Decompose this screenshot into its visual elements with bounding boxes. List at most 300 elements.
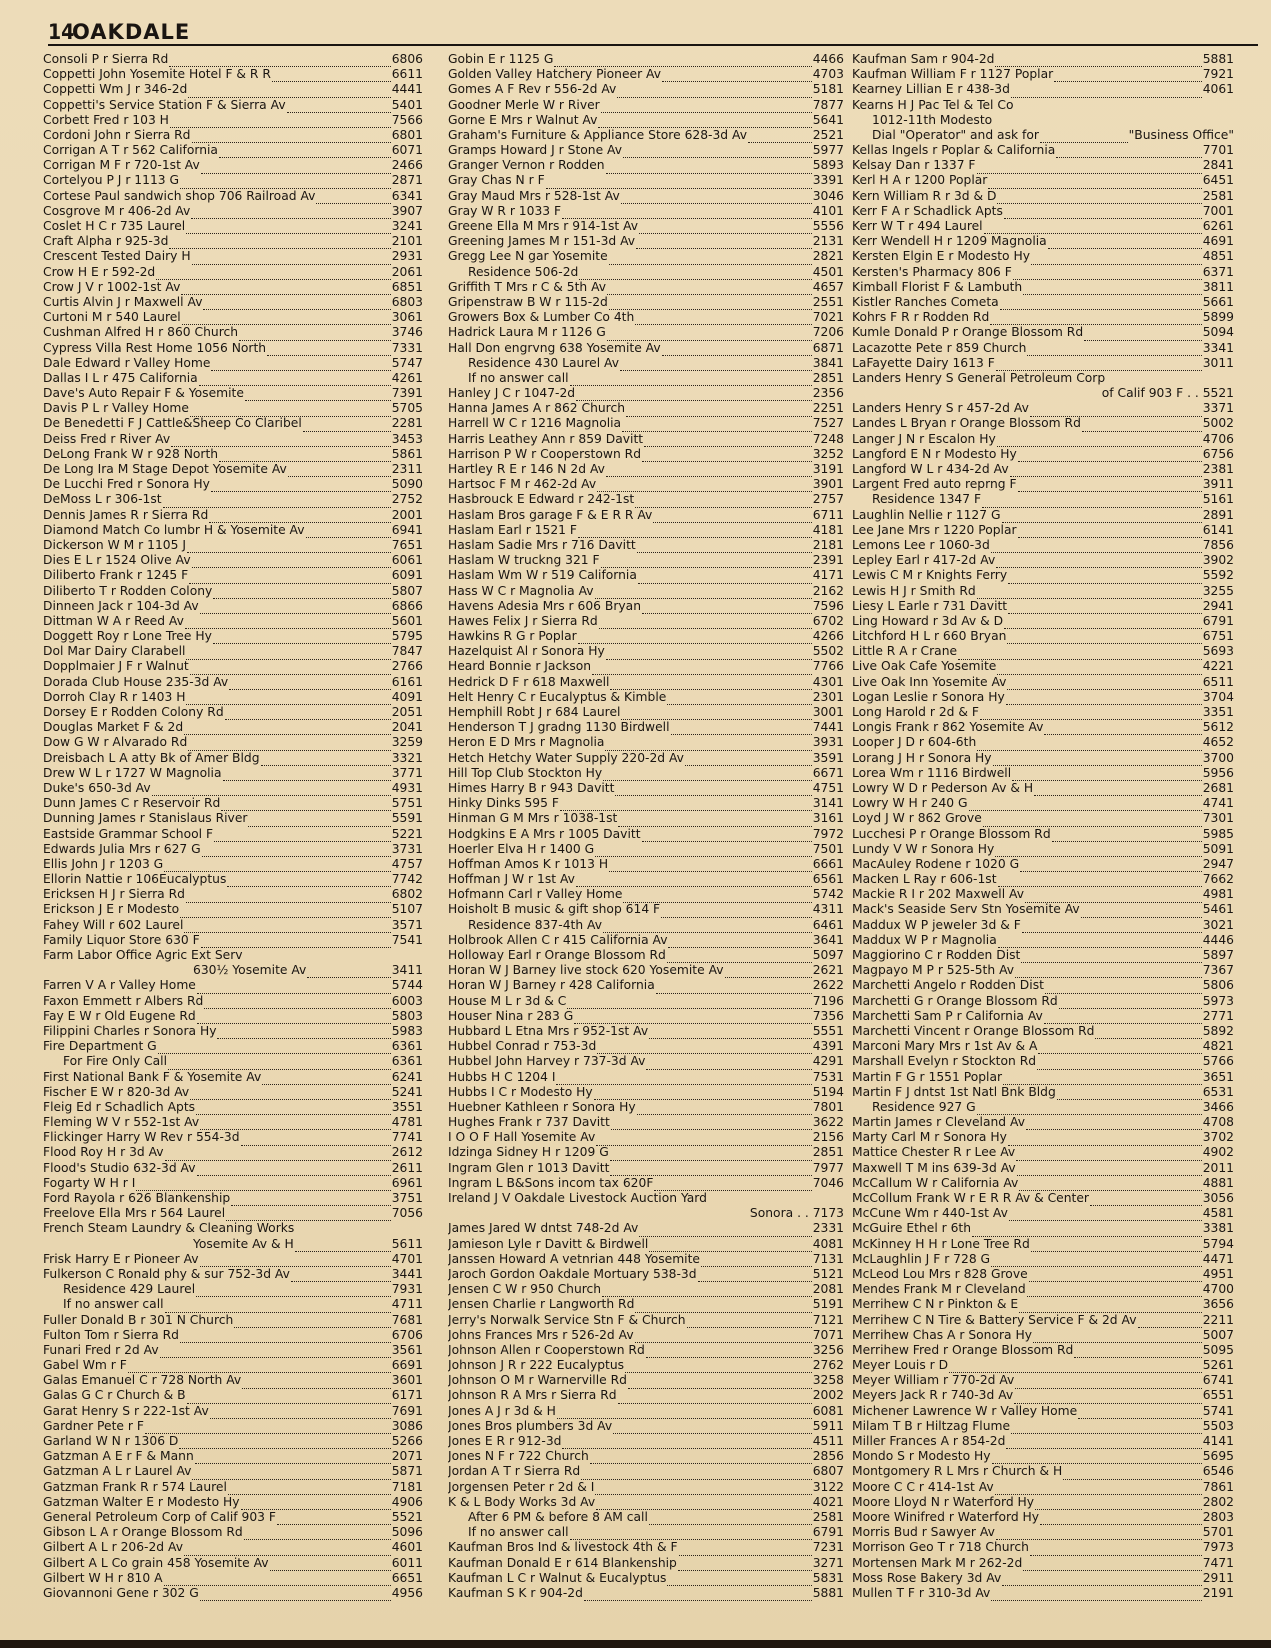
dot-leader — [607, 284, 812, 295]
dot-leader — [991, 542, 1202, 553]
dot-leader — [197, 983, 391, 994]
dot-leader — [307, 967, 390, 978]
listing-phone: 3341 — [1202, 340, 1234, 355]
dot-leader — [988, 178, 1201, 189]
listing-phone: 7471 — [1202, 1555, 1234, 1570]
listing-name: Freelove Ella Mrs r 564 Laurel — [43, 1206, 226, 1221]
listing-phone: 4581 — [1202, 1206, 1234, 1221]
listing-entry — [448, 994, 844, 1009]
dot-leader — [977, 740, 1201, 751]
listing-phone: 3453 — [391, 431, 423, 446]
listing-entry — [448, 1389, 844, 1404]
listing-entry — [43, 1146, 423, 1161]
listing-phone: 4446 — [1202, 932, 1234, 947]
dot-leader — [213, 633, 391, 644]
listing-entry — [43, 903, 423, 918]
listing-name: Ford Rayola r 626 Blankenship — [43, 1191, 231, 1206]
dot-leader — [180, 907, 391, 918]
listing-entry — [852, 872, 1234, 887]
listing-entry — [448, 842, 844, 857]
listing-phone: 4021 — [812, 1494, 844, 1509]
listing-entry — [852, 477, 1234, 492]
listing-name: Heron E D Mrs r Magnolia — [448, 735, 605, 750]
dot-leader — [1027, 1286, 1202, 1297]
listing-entry — [448, 1480, 844, 1495]
listing-name: Deiss Fred r River Av — [43, 431, 171, 446]
listing-phone: 4081 — [812, 1236, 844, 1251]
listing-phone: 5095 — [1202, 1342, 1234, 1357]
dot-leader — [996, 360, 1202, 371]
listing-phone: 5401 — [391, 97, 423, 112]
listing-phone: 6071 — [391, 143, 423, 158]
listing-name: Morris Bud r Sawyer Av — [852, 1525, 995, 1540]
listing-name: Jones E R r 912-3d — [448, 1434, 562, 1449]
listing-phone: 5881 — [812, 1585, 844, 1600]
listing-entry — [448, 796, 844, 811]
listing-phone: 3571 — [391, 917, 423, 932]
dot-leader — [621, 709, 811, 720]
listing-entry — [43, 872, 423, 887]
listing-name: Marshall Evelyn r Stockton Rd — [852, 1054, 1037, 1069]
listing-continuation: of Calif 903 F . . 5521 — [1101, 386, 1234, 401]
listing-name: Hall Don engrvng 638 Yosemite Av — [448, 340, 661, 355]
listing-name: Gobin E r 1125 G — [448, 52, 554, 66]
listing-phone: 2002 — [812, 1388, 844, 1403]
listing-phone: 4181 — [812, 522, 844, 537]
listing-name: Hartsoc F M r 462-2d Av — [448, 477, 597, 492]
dot-leader — [687, 1317, 812, 1328]
listing-entry — [852, 1115, 1234, 1130]
listing-phone: 2622 — [812, 978, 844, 993]
dot-leader — [579, 269, 811, 280]
dot-leader — [170, 117, 391, 128]
dot-leader — [1010, 466, 1202, 477]
listing-phone: 5807 — [391, 583, 423, 598]
listing-name: Faxon Emmett r Albers Rd — [43, 993, 204, 1008]
dot-leader — [214, 831, 391, 842]
listing-entry — [43, 842, 423, 857]
listing-phone: 6011 — [391, 1555, 423, 1570]
dot-leader — [653, 512, 811, 523]
listing-name: Meyer William r 770-2d Av — [852, 1373, 1015, 1388]
listing-phone: 3901 — [812, 477, 844, 492]
listing-name: Langford E N r Modesto Hy — [852, 446, 1017, 461]
listing-entry — [43, 1556, 423, 1571]
listing-entry — [852, 796, 1234, 811]
dot-leader — [316, 193, 390, 204]
listing-name: Kerr F A r Schadlick Apts — [852, 203, 1003, 218]
listing-name: Hartley R E r 146 N 2d Av — [448, 462, 605, 477]
dot-leader — [267, 345, 391, 356]
dot-leader — [152, 785, 391, 796]
listing-entry — [448, 1343, 844, 1358]
listing-entry — [448, 249, 844, 264]
listing-phone: 6551 — [1202, 1388, 1234, 1403]
listing-entry — [43, 174, 423, 189]
dot-leader — [649, 1241, 811, 1252]
listing-name: Hanna James A r 862 Church — [448, 401, 626, 416]
listing-phone: 5641 — [812, 112, 844, 127]
listing-phone: 5161 — [1202, 492, 1234, 507]
listing-phone: 7541 — [391, 932, 423, 947]
listing-entry — [448, 1024, 844, 1039]
listing-entry — [448, 629, 844, 644]
listing-name: Martin F J dntst 1st Natl Bnk Bldg — [852, 1084, 1056, 1099]
listing-entry — [43, 386, 423, 401]
listing-name: Galas G C r Church & B — [43, 1388, 186, 1403]
listing-entry — [852, 1191, 1234, 1206]
listing-name: Harrison P W r Cooperstown Rd — [448, 446, 642, 461]
listing-entry — [43, 735, 423, 750]
dot-leader — [306, 527, 391, 538]
listing-entry — [852, 827, 1234, 842]
listing-phone: 3746 — [391, 325, 423, 340]
dot-leader — [239, 330, 391, 341]
dot-leader — [184, 724, 391, 735]
listing-phone: 3591 — [812, 750, 844, 765]
dot-leader — [596, 1499, 812, 1510]
listing-name: Holloway Earl r Orange Blossom Rd — [448, 948, 666, 963]
listing-name: Dial "Operator" and ask for — [872, 127, 1039, 142]
listing-phone: 7196 — [812, 993, 844, 1008]
dot-leader — [748, 132, 812, 143]
listing-name: Gripenstraw B W r 115-2d — [448, 295, 608, 309]
listing-name: Curtis Alvin J r Maxwell Av — [43, 295, 203, 309]
dot-leader — [595, 588, 812, 599]
listing-name: Magpayo M P r 525-5th Av — [852, 963, 1015, 978]
listing-entry — [852, 1343, 1234, 1358]
dot-leader — [613, 1423, 812, 1434]
listing-phone: 6756 — [1202, 446, 1234, 461]
listing-entry — [448, 599, 844, 614]
listing-phone: 3656 — [1202, 1297, 1234, 1312]
listing-name: Fuller Donald B r 301 N Church — [43, 1312, 234, 1327]
listing-name: Ling Howard r 3d Av & D — [852, 613, 1004, 628]
listing-phone: 4466 — [812, 52, 844, 66]
dot-leader — [197, 1013, 391, 1024]
listing-entry — [448, 204, 844, 219]
listing-entry — [43, 1009, 423, 1024]
listing-name: Marchetti Vincent r Orange Blossom Rd — [852, 1024, 1095, 1038]
dot-leader — [1003, 1074, 1202, 1085]
listing-entry — [448, 1449, 844, 1464]
listing-entry — [43, 204, 423, 219]
listing-phone: 6611 — [391, 67, 423, 82]
dot-leader — [1029, 1271, 1202, 1282]
listing-name: Dol Mar Dairy Clarabell — [43, 644, 186, 659]
listing-name: Holbrook Allen C r 415 California Av — [448, 932, 668, 947]
listing-name: Ingram Glen r 1013 Davitt — [448, 1160, 610, 1175]
listing-phone: 7691 — [391, 1403, 423, 1418]
listing-phone: 7973 — [1202, 1540, 1234, 1555]
dot-leader — [635, 1332, 812, 1343]
listing-name: Lowry W D r Pederson Av & H — [852, 781, 1034, 795]
dot-leader — [667, 694, 811, 705]
listing-phone: 3704 — [1202, 689, 1234, 704]
dot-leader — [195, 1453, 391, 1464]
listing-entry — [448, 811, 844, 826]
listing-name: After 6 PM & before 8 AM call — [468, 1510, 648, 1524]
listing-name: Hughes Frank r 737 Davitt — [448, 1115, 610, 1130]
listing-entry — [852, 1252, 1234, 1267]
dot-leader — [642, 451, 812, 462]
dot-leader — [1035, 1499, 1202, 1510]
listing-phone: 5983 — [391, 1024, 423, 1038]
listing-phone: 5461 — [1202, 902, 1234, 917]
listing-entry — [43, 933, 423, 948]
dot-leader — [1030, 406, 1202, 417]
dot-leader — [607, 330, 812, 341]
listing-phone: 7977 — [812, 1160, 844, 1175]
dot-leader — [1011, 1423, 1202, 1434]
listing-phone: 5592 — [1202, 568, 1234, 583]
dot-leader — [636, 238, 812, 249]
listing-entry — [43, 280, 423, 295]
listing-name: Hodgkins E A Mrs r 1005 Davitt — [448, 826, 641, 841]
dot-leader — [221, 800, 390, 811]
listing-phone: 6141 — [1202, 522, 1234, 537]
listing-phone: 7742 — [391, 872, 423, 887]
listing-phone: 7972 — [812, 826, 844, 841]
listing-phone: 7001 — [1202, 203, 1234, 218]
listing-entry — [852, 903, 1234, 918]
listing-phone: 3731 — [391, 841, 423, 856]
listing-name: Cushman Alfred H r 860 Church — [43, 325, 239, 340]
listing-name: Residence 430 Laurel Av — [468, 355, 619, 370]
listing-name: Moore Lloyd N r Waterford Hy — [852, 1494, 1035, 1509]
listing-name: Ellorin Nattie r 106Eucalyptus — [43, 872, 227, 887]
listing-phone: 5107 — [391, 902, 423, 917]
listing-phone: 5899 — [1202, 310, 1234, 325]
listing-entry — [852, 174, 1234, 189]
dot-leader — [180, 1332, 391, 1343]
listing-phone: 2281 — [391, 416, 423, 431]
dot-leader — [217, 1028, 390, 1039]
listing-name: Hubbel Conrad r 753-3d — [448, 1039, 597, 1054]
listing-name: Duke's 650-3d Av — [43, 781, 151, 795]
dot-leader — [1095, 1028, 1201, 1039]
listing-entry — [448, 948, 844, 963]
dot-leader — [679, 1545, 812, 1556]
dot-leader — [186, 892, 391, 903]
listing-name: Hadrick Laura M r 1126 G — [448, 325, 606, 340]
listing-continuation: Sonora . . 7173 — [749, 1206, 844, 1221]
listing-name: DeMoss L r 306-1st — [43, 492, 162, 507]
listing-entry — [43, 1024, 423, 1039]
listing-entry — [852, 933, 1234, 948]
listing-entry — [852, 341, 1234, 356]
listing-phone: 2071 — [391, 1449, 423, 1464]
listing-entry — [43, 720, 423, 735]
listing-entry — [43, 310, 423, 325]
dot-leader — [204, 998, 390, 1009]
listing-phone: 6361 — [391, 1039, 423, 1054]
listing-name: Martin James r Cleveland Av — [852, 1115, 1025, 1130]
dot-leader — [562, 1438, 811, 1449]
listing-name: Dale Edward r Valley Home — [43, 355, 211, 370]
dot-leader — [983, 816, 1202, 827]
listing-phone: 5096 — [391, 1525, 423, 1540]
listing-name: Kaufman Donald E r 614 Blankenship — [448, 1555, 677, 1570]
listing-name: Kaufman Sam r 904-2d — [852, 52, 995, 66]
dot-leader — [219, 451, 391, 462]
listing-name: Marchetti Sam P r California Av — [852, 1008, 1043, 1023]
listing-phone: 2803 — [1202, 1510, 1234, 1524]
listing-entry — [852, 1525, 1234, 1540]
listing-entry — [852, 52, 1234, 67]
listing-name: Johnson J R r 222 Eucalyptus — [448, 1358, 625, 1373]
listing-name: Kerr W T r 494 Laurel — [852, 219, 983, 234]
dot-leader — [1031, 1241, 1202, 1252]
listing-heading: Landers Henry S General Petroleum Corp — [852, 370, 1106, 385]
dot-leader — [211, 360, 390, 371]
dot-leader — [196, 1104, 391, 1115]
listing-entry — [852, 310, 1234, 325]
dot-leader — [977, 163, 1202, 174]
listing-phone: 6711 — [812, 507, 844, 522]
dot-leader — [603, 922, 812, 933]
dot-leader — [190, 1089, 390, 1100]
dot-leader — [1082, 421, 1202, 432]
listing-phone: 7801 — [812, 1099, 844, 1114]
listing-name: Coslet H C r 735 Laurel — [43, 219, 186, 234]
dot-leader — [272, 71, 391, 82]
listing-entry — [852, 887, 1234, 902]
listing-phone: 5794 — [1202, 1236, 1234, 1251]
dot-leader — [158, 1043, 391, 1054]
dot-leader — [596, 1135, 811, 1146]
listing-name: Dittman W A r Reed Av — [43, 613, 184, 628]
listing-phone: 5695 — [1202, 1449, 1234, 1464]
listing-entry — [43, 1419, 423, 1434]
listing-phone: 7877 — [812, 97, 844, 112]
page-header — [48, 20, 1258, 46]
dot-leader — [1004, 618, 1202, 629]
listing-name: Johnson O M r Warnerville Rd — [448, 1373, 627, 1388]
dot-leader — [958, 649, 1202, 660]
listing-phone: 5803 — [391, 1008, 423, 1023]
listing-entry — [43, 508, 423, 523]
listing-phone: 2871 — [391, 173, 423, 188]
listing-entry — [852, 1328, 1234, 1343]
dot-leader — [1019, 1180, 1201, 1191]
listing-name: Horan W J Barney live stock 620 Yosemite Av — [448, 963, 724, 978]
listing-entry — [852, 523, 1234, 538]
dot-leader — [637, 542, 812, 553]
listing-name: Cypress Villa Rest Home 1056 North — [43, 340, 267, 355]
listing-name: Coppetti Wm J r 346-2d — [43, 82, 188, 97]
listing-name: Jorgensen Peter r 2d & I — [448, 1479, 595, 1494]
listing-name: Liesy L Earle r 731 Davitt — [852, 598, 1008, 613]
listing-phone: 6171 — [391, 1388, 423, 1403]
listing-name: Gray W R r 1033 F — [448, 203, 562, 218]
dot-leader — [997, 664, 1201, 675]
listing-phone: 4700 — [1202, 1282, 1234, 1297]
dot-leader — [169, 56, 390, 67]
listing-name: Fay E W r Old Eugene Rd — [43, 1008, 196, 1023]
listing-phone: 2612 — [391, 1145, 423, 1160]
listing-phone: 5121 — [812, 1267, 844, 1281]
listing-name: Gilbert A L r 206-2d Av — [43, 1540, 183, 1555]
listing-entry — [448, 781, 844, 796]
listing-entry — [43, 234, 423, 249]
listing-phone: 6802 — [391, 887, 423, 902]
listing-entry — [852, 1313, 1234, 1328]
listing-phone: 4706 — [1202, 431, 1234, 446]
listing-phone: 2621 — [812, 963, 844, 978]
listing-entry — [448, 1419, 844, 1434]
listing-name: Hoerler Elva H r 1400 G — [448, 841, 595, 856]
listing-name: Merrihew Chas A r Sonora Hy — [852, 1327, 1032, 1342]
listing-phone: 4171 — [812, 568, 844, 583]
listing-name: Fire Department G — [43, 1039, 157, 1054]
listing-entry — [43, 447, 423, 462]
listing-phone: 2381 — [1202, 462, 1234, 477]
listing-name: Lundy V W r Sonora Hy — [852, 841, 995, 856]
listing-phone: 5871 — [391, 1464, 423, 1479]
listing-phone: 3011 — [1202, 355, 1234, 370]
listing-entry — [852, 629, 1234, 644]
listing-phone: 6791 — [1202, 613, 1234, 628]
listing-phone: 2856 — [812, 1449, 844, 1464]
listing-name: Marconi Mary Mrs r 1st Av & A — [852, 1039, 1038, 1054]
listing-entry — [448, 553, 844, 568]
listing-name: Lorang J H r Sonora Hy — [852, 750, 992, 765]
listing-entry — [43, 1464, 423, 1479]
listing-phone: 6361 — [391, 1054, 423, 1069]
listing-entry — [448, 720, 844, 735]
listing-phone: 6511 — [1202, 674, 1234, 689]
dot-leader — [661, 907, 812, 918]
listing-phone: 7527 — [812, 416, 844, 431]
dot-leader — [1078, 1408, 1201, 1419]
listing-name: Marchetti Angelo r Rodden Dist — [852, 978, 1044, 993]
listing-name: Residence 1347 F — [872, 492, 982, 507]
listing-phone: 2011 — [1202, 1160, 1234, 1175]
listing-name: Johnson R A Mrs r Sierra Rd — [448, 1388, 617, 1403]
dot-leader — [639, 1226, 811, 1237]
listing-name: Live Oak Cafe Yosemite — [852, 659, 997, 674]
listing-name: Johnson Allen r Cooperstown Rd — [448, 1342, 645, 1357]
listing-name: Corrigan M F r 720-1st Av — [43, 158, 200, 173]
listing-name: Janssen Howard A vetnrian 448 Yosemite — [448, 1251, 700, 1266]
listing-name: Meyers Jack R r 740-3d Av — [852, 1388, 1014, 1403]
listing-entry — [43, 857, 423, 872]
listing-name: Heard Bonnie r Jackson — [448, 659, 592, 674]
listing-phone: 2211 — [1202, 1312, 1234, 1327]
listing-entry — [43, 417, 423, 432]
listing-phone: 5194 — [812, 1084, 844, 1099]
listing-entry — [43, 538, 423, 553]
listing-phone: 7181 — [391, 1479, 423, 1494]
listing-entry — [448, 1009, 844, 1024]
dot-leader — [1002, 1575, 1201, 1586]
listing-phone: 4501 — [812, 264, 844, 279]
listing-phone: 2131 — [812, 234, 844, 249]
dot-leader — [1063, 1469, 1202, 1480]
dot-leader — [662, 71, 812, 82]
dot-leader — [701, 1256, 812, 1267]
dot-leader — [995, 846, 1201, 857]
listing-entry — [448, 67, 844, 82]
dot-leader — [578, 527, 812, 538]
listing-entry — [852, 781, 1234, 796]
listing-entry — [43, 401, 423, 416]
dot-leader — [556, 1074, 811, 1085]
listing-phone: 6803 — [391, 295, 423, 309]
listing-name: Jones N F r 722 Church — [448, 1449, 589, 1464]
listing-entry — [448, 1070, 844, 1085]
